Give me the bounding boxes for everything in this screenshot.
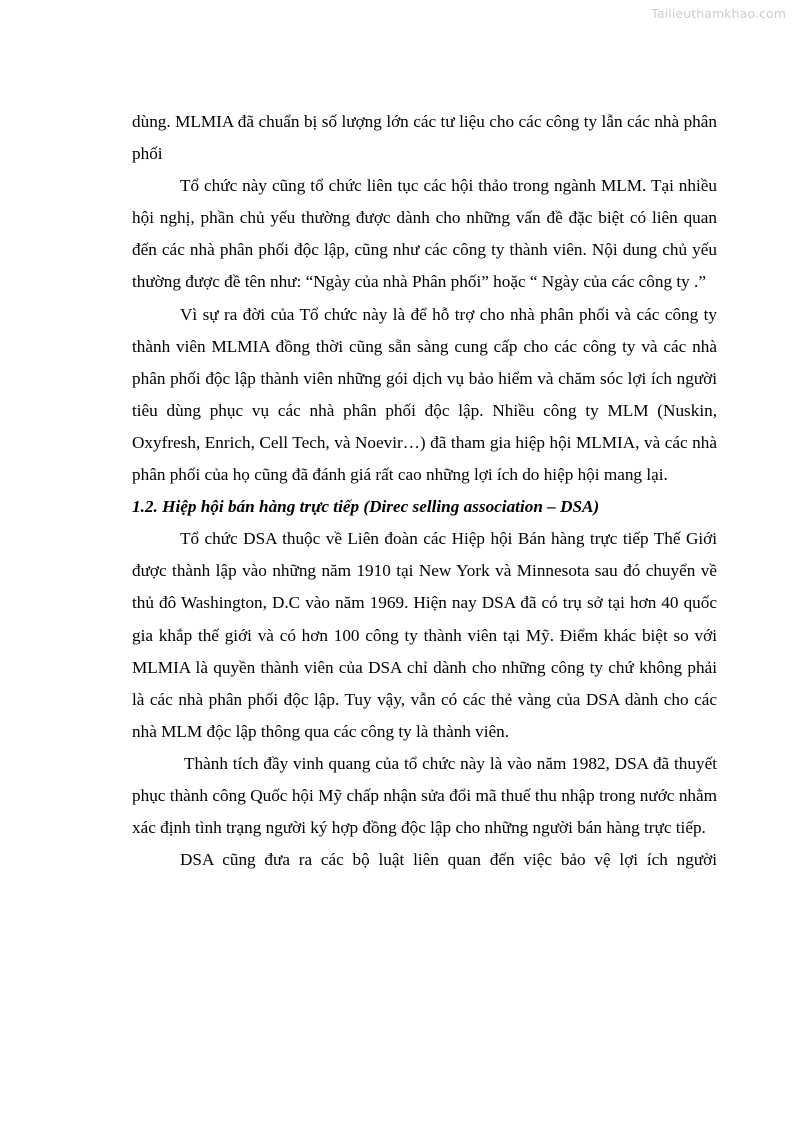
paragraph-3: Vì sự ra đời của Tổ chức này là để hỗ trợ cho nhà phân phối và các công ty thành viên MLMIA đồng thời cũng sẵn sàng cung cấp cho các công ty và các nhà phân phối độc lập thành viên những gói dịch vụ bảo hiểm và chăm sóc lợi ích người tiêu dùng phục vụ các nhà phân phối độc lập. Nhiều công ty MLM (Nuskin, Oxyfresh, Enrich, Cell Tech, và Noevir…) đã tham gia hiệp hội MLMIA, và các nhà phân phối của họ cũng đã đánh giá rất cao những lợi ích do hiệp hội mang lại. <box>132 304 717 485</box>
paragraph-5: Thành tích đầy vinh quang của tổ chức này là vào năm 1982, DSA đã thuyết phục thành công Quốc hội Mỹ chấp nhận sửa đổi mã thuế thu nhập trong nước nhằm xác định tình trạng người ký hợp đồng độc lập cho những người bán hàng trực tiếp. <box>132 753 717 838</box>
watermark: Tailieuthamkhao.com <box>651 6 786 21</box>
section-heading: 1.2. Hiệp hội bán hàng trực tiếp (Direc selling association – DSA) <box>132 497 600 517</box>
paragraph-2: Tổ chức này cũng tổ chức liên tục các hội thảo trong ngành MLM. Tại nhiều hội nghị, phần chủ yếu thường được dành cho những vấn đề đặc biệt có liên quan đến các nhà phân phối độc lập, cũng như các công ty thành viên. Nội dung chủ yếu thường được đề tên như: “Ngày của nhà Phân phối” hoặc “ Ngày của các công ty .” <box>132 176 717 292</box>
paragraph-1: dùng. MLMIA đã chuẩn bị số lượng lớn các tư liệu cho các công ty lẫn các nhà phân phối <box>132 112 717 164</box>
document-body <box>132 106 717 876</box>
paragraph-4: Tổ chức DSA thuộc về Liên đoàn các Hiệp hội Bán hàng trực tiếp Thế Giới được thành lập vào những năm 1910 tại New York và Minnesota sau đó chuyển về thủ đô Washington, D.C vào năm 1969. Hiện nay DSA đã có trụ sở tại hơn 40 quốc gia khắp thế giới và có hơn 100 công ty thành viên tại Mỹ. Điểm khác biệt so với MLMIA là quyền thành viên của DSA chỉ dành cho những công ty chứ không phải là các nhà phân phối độc lập. Tuy vậy, vẫn có các thẻ vàng của DSA dành cho các nhà MLM độc lập thông qua các công ty là thành viên. <box>132 529 717 741</box>
paragraph-6: DSA cũng đưa ra các bộ luật liên quan đến việc bảo vệ lợi ích người <box>180 850 717 870</box>
